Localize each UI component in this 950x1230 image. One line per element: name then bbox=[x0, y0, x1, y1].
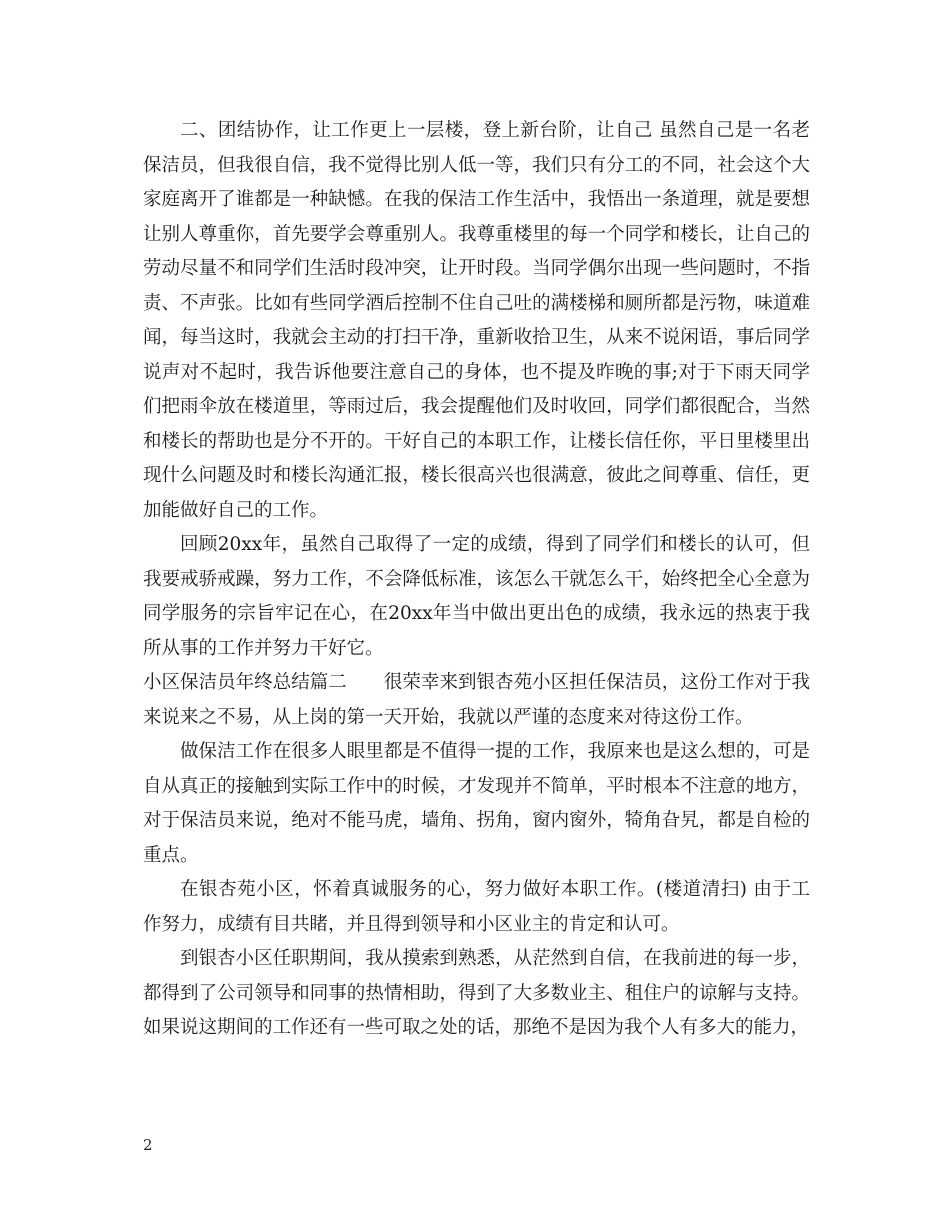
page-number: 2 bbox=[143, 1136, 153, 1154]
paragraph-section-two-intro: 小区保洁员年终总结篇二 很荣幸来到银杏苑小区担任保洁员，这份工作对于我来说来之不易，从上岗的第一天开始，我就以严谨的态度来对待这份工作。 bbox=[143, 672, 810, 728]
paragraph-tenure: 到银杏小区任职期间，我从摸索到熟悉，从茫然到自信，在我前进的每一步，都得到了公司领导和同事的热情相助，得到了大多数业主、租住户的谅解与支持。如果说这期间的工作还有一些可取之处的话，那绝不是因为我个人有多大的能力， bbox=[143, 948, 810, 1038]
paragraph-cleaning-work: 做保洁工作在很多人眼里都是不值得一提的工作，我原来也是这么想的，可是自从真正的接触到实际工作中的时候，才发现并不简单，平时根本不注意的地方，对于保洁员来说，绝对不能马虎，墙角、拐角，窗内窗外，犄角旮旯，都是自检的重点。 bbox=[143, 741, 810, 866]
paragraph-service: 在银杏苑小区，怀着真诚服务的心，努力做好本职工作。(楼道清扫) 由于工作努力，成绩有目共睹，并且得到领导和小区业主的肯定和认可。 bbox=[143, 879, 810, 935]
paragraph-teamwork: 二、团结协作，让工作更上一层楼，登上新台阶，让自己 虽然自己是一名老保洁员，但我很自信，我不觉得比别人低一等，我们只有分工的不同，社会这个大家庭离开了谁都是一种缺憾。在我的保洁工作生活中，我悟出一条道理，就是要想让别人尊重你，首先要学会尊重别人。我尊重楼里的每一个同学和楼长，让自己的劳动尽量不和同学们生活时段冲突，让开时段。当同学偶尔出现一些问题时，不指责、不声张。比如有些同学酒后控制不住自己吐的满楼梯和厕所都是污物，味道难闻，每当这时，我就会主动的打扫干净，重新收拾卫生，从来不说闲语，事后同学说声对不起时，我告诉他要注意自己的身体，也不提及昨晚的事;对于下雨天同学们把雨伞放在楼道里，等雨过后，我会提醒他们及时收回，同学们都很配合，当然和楼长的帮助也是分不开的。干好自己的本职工作，让楼长信任你，平日里楼里出现什么问题及时和楼长沟通汇报，楼长很高兴也很满意，彼此之间尊重、信任，更加能做好自己的工作。 bbox=[143, 120, 810, 521]
paragraph-review: 回顾20xx年，虽然自己取得了一定的成绩，得到了同学们和楼长的认可，但我要戒骄戒躁，努力工作，不会降低标准，该怎么干就怎么干，始终把全心全意为同学服务的宗旨牢记在心，在20xx年当中做出更出色的成绩，我永远的热衷于我所从事的工作并努力干好它。 bbox=[143, 534, 810, 659]
document-body bbox=[143, 114, 810, 1046]
